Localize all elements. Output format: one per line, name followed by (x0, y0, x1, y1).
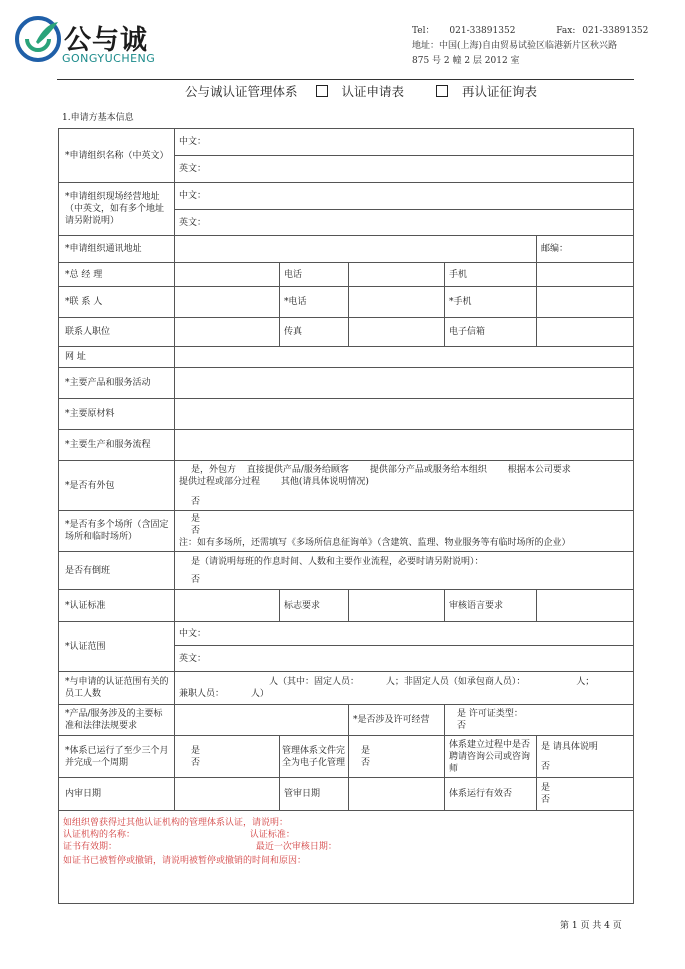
checkbox-application[interactable] (316, 85, 328, 97)
consult-no-option[interactable]: 否 (541, 761, 551, 772)
staff-end-text: 人； (576, 677, 595, 687)
contact-info (412, 24, 648, 69)
last-audit-label: 最近一次审核日期： (255, 842, 337, 852)
multisite-options[interactable] (175, 511, 634, 552)
mark-label: 标志要求 (280, 590, 349, 622)
address-line-1: 地址：中国(上海)自由贸易试验区临港新片区秋兴路 (412, 41, 618, 51)
multisite-yes-option[interactable]: 是 (191, 514, 201, 524)
site-address-en-field[interactable] (175, 210, 634, 236)
gm-label: *总 经 理 (59, 263, 175, 287)
postcode-field[interactable] (537, 236, 634, 263)
gm-mobile-field[interactable] (537, 263, 634, 287)
suspended-label: 如证书已被暂停或撤销，请说明被暂停或撤销的时间和原因： (63, 856, 307, 866)
standard-label: *认证标准 (59, 590, 175, 622)
application-form-table (58, 128, 634, 904)
shift-yes-option[interactable]: 是（请说明每班的作息时间、人数和主要作业流程，必要时请另附说明）： (191, 556, 484, 567)
header-divider (57, 79, 634, 80)
option-application[interactable] (316, 84, 419, 99)
lang-label: 审核语言要求 (445, 590, 537, 622)
license-label: *是否涉及许可经营 (349, 705, 445, 736)
system-valid-options[interactable] (537, 778, 634, 811)
address-line-2: 875 号 2 幢 2 层 2012 室 (412, 56, 520, 66)
website-field[interactable] (175, 347, 634, 368)
gm-mobile-label: 手机 (445, 263, 537, 287)
mgmt-review-field[interactable] (349, 778, 445, 811)
cert-valid-label: 证书有效期： (63, 842, 118, 852)
outsource-label: *是否有外包 (59, 461, 175, 511)
email-field[interactable] (537, 318, 634, 347)
staff-field[interactable] (175, 672, 634, 705)
en-label: 英文： (179, 653, 207, 664)
company-logo (12, 12, 162, 74)
materials-field[interactable] (175, 399, 634, 430)
gm-field[interactable] (175, 263, 280, 287)
outsource-partial-option[interactable]: 提供部分产品或服务给本组织 (369, 464, 487, 475)
contact-field[interactable] (175, 287, 280, 318)
fax-field[interactable] (349, 318, 445, 347)
outsource-requirement-option[interactable]: 根据本公司要求 (507, 464, 571, 475)
system-run-no[interactable]: 否 (191, 757, 201, 768)
tel-number: 021-33891352 (449, 26, 516, 36)
contact-mobile-field[interactable] (537, 287, 634, 318)
license-options[interactable] (445, 705, 634, 736)
cert-body-label: 认证机构的名称： (63, 830, 136, 840)
org-name-cn-field[interactable] (175, 129, 634, 156)
mgmt-doc-no[interactable]: 否 (361, 757, 371, 768)
site-address-label: *申请组织现场经营地址（中英文，如有多个地址请另附说明） (59, 183, 175, 236)
internal-audit-label: 内审日期 (59, 778, 175, 811)
outsource-no-option[interactable]: 否 (191, 496, 201, 507)
en-label: 英文： (179, 217, 207, 228)
mail-address-field[interactable] (175, 236, 537, 263)
page-number: 第 1 页 共 4 页 (560, 921, 622, 931)
postcode-label: 邮编： (541, 244, 569, 254)
license-yes-option[interactable]: 是 许可证类型： (457, 709, 523, 719)
mgmt-doc-options[interactable] (349, 736, 445, 778)
system-valid-yes[interactable]: 是 (541, 783, 551, 793)
mail-address-label: *申请组织通讯地址 (59, 236, 175, 263)
mgmt-doc-label: 管理体系文件完全为电子化管理 (280, 736, 349, 778)
consult-yes-option[interactable]: 是 请具体说明 (541, 741, 598, 752)
org-name-en-field[interactable] (175, 156, 634, 183)
staff-parttime-text: 兼职人员： (179, 689, 225, 699)
gm-phone-label: 电话 (280, 263, 349, 287)
logo-english-name: GONGYUCHENG (62, 52, 156, 65)
mgmt-doc-yes[interactable]: 是 (361, 745, 371, 756)
prior-cert-heading: 如组织曾获得过其他认证机构的管理体系认证，请说明： (63, 818, 289, 828)
internal-audit-field[interactable] (175, 778, 280, 811)
materials-label: *主要原材料 (59, 399, 175, 430)
lang-field[interactable] (537, 590, 634, 622)
outsource-yes-option[interactable]: 是，外包方 (191, 464, 237, 475)
logo-chinese-name: 公与诚 (64, 25, 148, 56)
outsource-process-option: 提供过程或部分过程 (179, 476, 261, 487)
cert-std-label: 认证标准： (249, 830, 295, 840)
shift-options[interactable] (175, 552, 634, 590)
cn-label: 中文： (179, 628, 207, 639)
staff-nonfixed-text: 人；非固定人员（如承包商人员）： (385, 677, 526, 687)
scope-cn-field[interactable] (175, 622, 634, 646)
fax-label: Fax: (556, 26, 576, 36)
en-label: 英文： (179, 164, 207, 174)
multisite-label: *是否有多个场所（含固定场所和临时场所） (59, 511, 175, 552)
option-recert-label: 再认证征询表 (462, 84, 538, 99)
license-no-option[interactable]: 否 (457, 721, 467, 731)
outsource-direct-option[interactable]: 直接提供产品/服务给顾客 (246, 464, 349, 475)
multisite-note: 注：如有多场所，还需填写《多场所信息征询单》（含建筑、监理、物业服务等有临时场所的企业） (179, 538, 571, 548)
contact-mobile-label: *手机 (445, 287, 537, 318)
staff-parttime-end: 人） (250, 689, 269, 699)
system-run-yes[interactable]: 是 (191, 745, 201, 756)
process-field[interactable] (175, 430, 634, 461)
contact-label: *联 系 人 (59, 287, 175, 318)
checkbox-recert[interactable] (436, 85, 448, 97)
system-run-options[interactable] (175, 736, 280, 778)
mgmt-review-label: 管审日期 (280, 778, 349, 811)
shift-no-option[interactable]: 否 (191, 574, 201, 585)
fax-label: 传真 (280, 318, 349, 347)
tel-label: Tel： (412, 26, 435, 36)
email-label: 电子信箱 (445, 318, 537, 347)
fax-number: 021-33891352 (582, 26, 649, 36)
prior-cert-block[interactable] (59, 811, 634, 904)
system-valid-no[interactable]: 否 (541, 795, 551, 805)
option-recert[interactable] (436, 84, 551, 99)
multisite-no-option[interactable]: 否 (191, 526, 201, 536)
process-label: *主要生产和服务流程 (59, 430, 175, 461)
org-name-label: *申请组织名称（中英文） (59, 129, 175, 183)
staff-fixed-text: 人（其中：固定人员： (269, 677, 360, 687)
mark-field[interactable] (349, 590, 445, 622)
option-application-label: 认证申请表 (341, 84, 405, 99)
contact-title-field[interactable] (175, 318, 280, 347)
consult-options[interactable] (537, 736, 634, 778)
site-address-cn-field[interactable] (175, 183, 634, 210)
outsource-other-option[interactable]: 其他(请具体说明情况) (280, 476, 369, 487)
products-field[interactable] (175, 368, 634, 399)
cn-label: 中文： (179, 137, 207, 147)
consult-label: 体系建立过程中是否聘请咨询公司或咨询师 (445, 736, 537, 778)
cn-label: 中文： (179, 191, 207, 201)
scope-label: *认证范围 (59, 622, 175, 672)
website-label: 网 址 (59, 347, 175, 368)
section-heading: 1.申请方基本信息 (62, 113, 134, 123)
title-main: 公与诚认证管理体系 (185, 84, 298, 99)
outsource-options[interactable] (175, 461, 634, 511)
system-run-label: *体系已运行了至少三个月并完成一个周期 (59, 736, 175, 778)
products-label: *主要产品和服务活动 (59, 368, 175, 399)
laws-field[interactable] (175, 705, 349, 736)
form-title (185, 82, 565, 100)
contact-phone-field[interactable] (349, 287, 445, 318)
standard-field[interactable] (175, 590, 280, 622)
system-valid-label: 体系运行有效否 (445, 778, 537, 811)
logo-mark-icon (12, 12, 64, 64)
scope-en-field[interactable] (175, 646, 634, 672)
contact-phone-label: *电话 (280, 287, 349, 318)
shift-label: 是否有倒班 (59, 552, 175, 590)
contact-title-label: 联系人职位 (59, 318, 175, 347)
staff-label: *与申请的认证范围有关的员工人数 (59, 672, 175, 705)
laws-label: *产品/服务涉及的主要标准和法律法规要求 (59, 705, 175, 736)
gm-phone-field[interactable] (349, 263, 445, 287)
